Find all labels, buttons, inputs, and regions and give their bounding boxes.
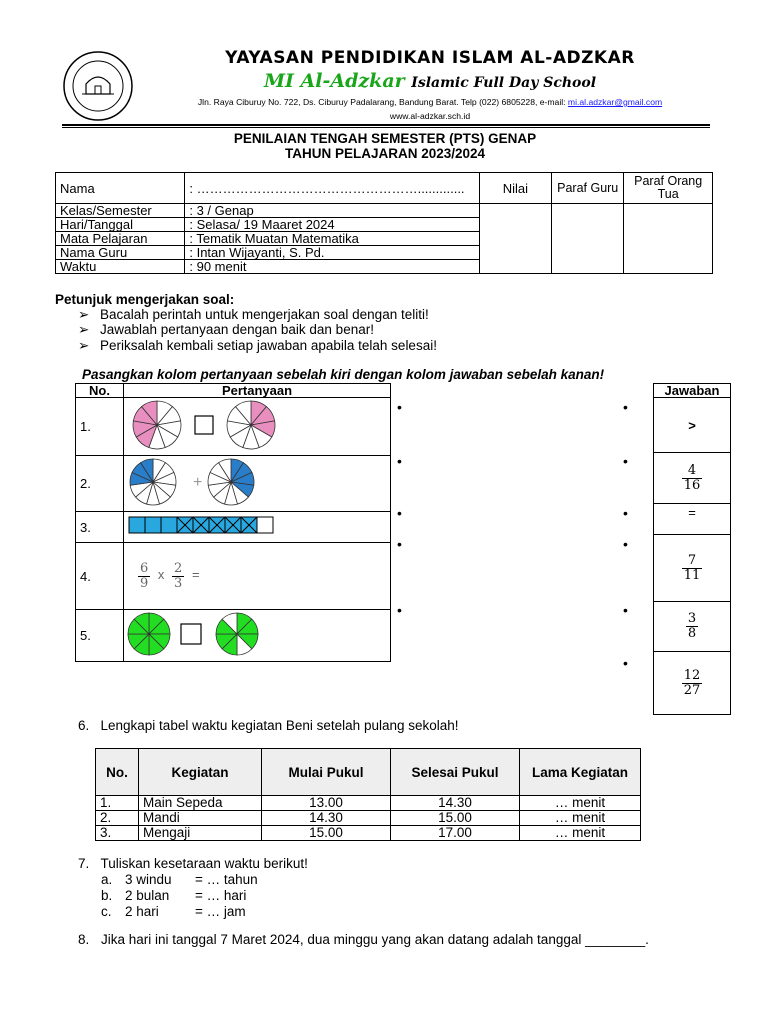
instruction-item: ➢ Bacalah perintah untuk mengerjakan soal dengan teliti! [78, 307, 429, 322]
question-4-figure [124, 543, 391, 610]
fraction-6-9: $\frac{6}{9}$ [140, 560, 149, 591]
nama-label: Nama [56, 173, 185, 204]
address-text: Jln. Raya Ciburuy No. 722, Ds. Ciburuy Padalarang, Bandung Barat. Telp (022) 6805228, e-mail: [197, 97, 566, 107]
right-match-dot[interactable]: • [623, 602, 628, 618]
guru-label: Nama Guru [56, 246, 185, 260]
arrow-bullet-icon: ➢ [78, 322, 90, 337]
left-match-dot[interactable]: • [397, 399, 402, 415]
col-mulai: Mulai Pukul [262, 749, 391, 796]
table-row: 1. Main Sepeda 13.00 14.30 … menit [96, 796, 641, 811]
col-kegiatan: Kegiatan [139, 749, 262, 796]
exam-title [60, 131, 710, 161]
left-match-dot[interactable]: • [397, 505, 402, 521]
table-row: 3. Mengaji 15.00 17.00 … menit [96, 826, 641, 841]
identity-table [55, 172, 713, 274]
answer-fraction: $\frac{3}{8}$ [654, 602, 731, 652]
hari-value: : Selasa/ 19 Maaret 2024 [185, 218, 479, 232]
pie-chart-icon [133, 401, 181, 449]
pie-chart-icon [227, 401, 275, 449]
instruction-item: ➢ Periksalah kembali setiap jawaban apabila telah selesai! [78, 338, 437, 353]
hari-label: Hari/Tanggal [56, 218, 185, 232]
answer-eq: = [654, 504, 731, 535]
col-lama: Lama Kegiatan [520, 749, 641, 796]
col-no: No. [96, 749, 139, 796]
list-item: c. 2 hari = … jam [101, 904, 246, 919]
answer-fraction: $\frac{4}{16}$ [654, 453, 731, 504]
table-row: 2. Mandi 14.30 15.00 … menit [96, 811, 641, 826]
mapel-value: : Tematik Muatan Matematika [185, 232, 479, 246]
instruction-item: ➢ Jawablah pertanyaan dengan baik dan benar! [78, 322, 374, 337]
exam-title-line1: PENILAIAN TENGAH SEMESTER (PTS) GENAP [233, 131, 537, 146]
school-logo [62, 50, 134, 122]
equals-sign: = [191, 567, 200, 583]
school-name-main: MI Al-Adzkar [263, 70, 405, 92]
bar-segment [257, 517, 273, 533]
question-8 [78, 932, 713, 948]
question-no: 5. [76, 610, 124, 662]
list-item: b. 2 bulan = … hari [101, 888, 247, 903]
col-answer: Jawaban [654, 384, 731, 398]
answer-fraction: $\frac{12}{27}$ [654, 652, 731, 715]
multiply-sign: x [157, 567, 165, 583]
col-question: Pertanyaan [124, 384, 391, 398]
school-name-sub: Islamic Full Day School [411, 75, 597, 91]
matching-instruction: Pasangkan kolom pertanyaan sebelah kiri dengan kolom jawaban sebelah kanan! [82, 367, 605, 382]
arrow-bullet-icon: ➢ [78, 307, 90, 322]
header-divider [62, 124, 710, 126]
right-match-dot[interactable]: • [623, 536, 628, 552]
paraf-ortu-label: Paraf Orang Tua [624, 173, 713, 204]
blank-box-icon [195, 416, 213, 434]
school-website: www.al-adzkar.sch.id [389, 111, 471, 121]
right-match-dot[interactable]: • [623, 399, 628, 415]
question-1-figure [124, 398, 391, 456]
question-3-figure [124, 512, 391, 543]
school-address [160, 97, 700, 107]
col-selesai: Selesai Pukul [391, 749, 520, 796]
pie-chart-icon [208, 459, 254, 505]
question-2-figure [124, 456, 391, 512]
nilai-label: Nilai [479, 173, 551, 204]
left-match-dot[interactable]: • [397, 602, 402, 618]
waktu-label: Waktu [56, 260, 185, 274]
bar-segment [129, 517, 145, 533]
question-table [75, 383, 391, 662]
guru-value: : Intan Wijayanti, S. Pd. [185, 246, 479, 260]
mapel-label: Mata Pelajaran [56, 232, 185, 246]
fraction-2-3: $\frac{2}{3}$ [174, 560, 183, 591]
bar-segment [145, 517, 161, 533]
school-name [160, 70, 700, 92]
question-no: 2. [76, 456, 124, 512]
bar-segment [161, 517, 177, 533]
pie-chart-icon [128, 613, 170, 655]
paraf-guru-label: Paraf Guru [552, 173, 624, 204]
arrow-bullet-icon: ➢ [78, 338, 90, 353]
instructions-title: Petunjuk mengerjakan soal: [55, 292, 235, 307]
left-match-dot[interactable]: • [397, 453, 402, 469]
question-7 [78, 856, 308, 920]
question-no: 4. [76, 543, 124, 610]
foundation-name: YAYASAN PENDIDIKAN ISLAM AL-ADZKAR [225, 48, 635, 68]
answer-table [653, 383, 731, 715]
right-match-dot[interactable]: • [623, 505, 628, 521]
question-5-figure [124, 610, 391, 662]
nama-field[interactable]: : ……………………………………………............. [185, 173, 479, 204]
left-match-dot[interactable]: • [397, 536, 402, 552]
waktu-value: : 90 menit [185, 260, 479, 274]
answer-fraction: $\frac{7}{11}$ [654, 535, 731, 602]
pie-chart-icon [216, 613, 258, 655]
nilai-box[interactable] [479, 204, 551, 274]
right-match-dot[interactable]: • [623, 453, 628, 469]
question-7-text: 7. Tuliskan kesetaraan waktu berikut! [78, 856, 308, 871]
fraction-pies-compare [125, 399, 285, 451]
blank-box-icon [181, 624, 201, 644]
question-6-text: 6. Lengkapi tabel waktu kegiatan Beni setelah pulang sekolah! [78, 718, 459, 733]
question-no: 3. [76, 512, 124, 543]
question-no: 1. [76, 398, 124, 456]
answer-gt: > [654, 398, 731, 453]
email-link[interactable]: mi.al.adzkar@gmail.com [567, 97, 663, 107]
pie-chart-icon [130, 459, 176, 505]
exam-title-line2: TAHUN PELAJARAN 2023/2024 [284, 146, 486, 161]
question-8-no: 8. [78, 932, 90, 947]
question-8-text: Jika hari ini tanggal 7 Maret 2024, dua minggu yang akan datang adalah tanggal ________. [101, 932, 649, 947]
right-match-dot[interactable]: • [623, 655, 628, 671]
plus-icon: + [193, 474, 203, 491]
kelas-value: : 3 / Genap [185, 204, 479, 218]
paraf-guru-box[interactable] [552, 204, 624, 274]
fraction-bar [125, 514, 285, 538]
activity-time-table [95, 748, 641, 841]
paraf-ortu-box[interactable] [624, 204, 713, 274]
list-item: a. 3 windu = … tahun [101, 872, 258, 887]
header-divider-thin [62, 127, 710, 128]
col-no: No. [76, 384, 124, 398]
kelas-label: Kelas/Semester [56, 204, 185, 218]
